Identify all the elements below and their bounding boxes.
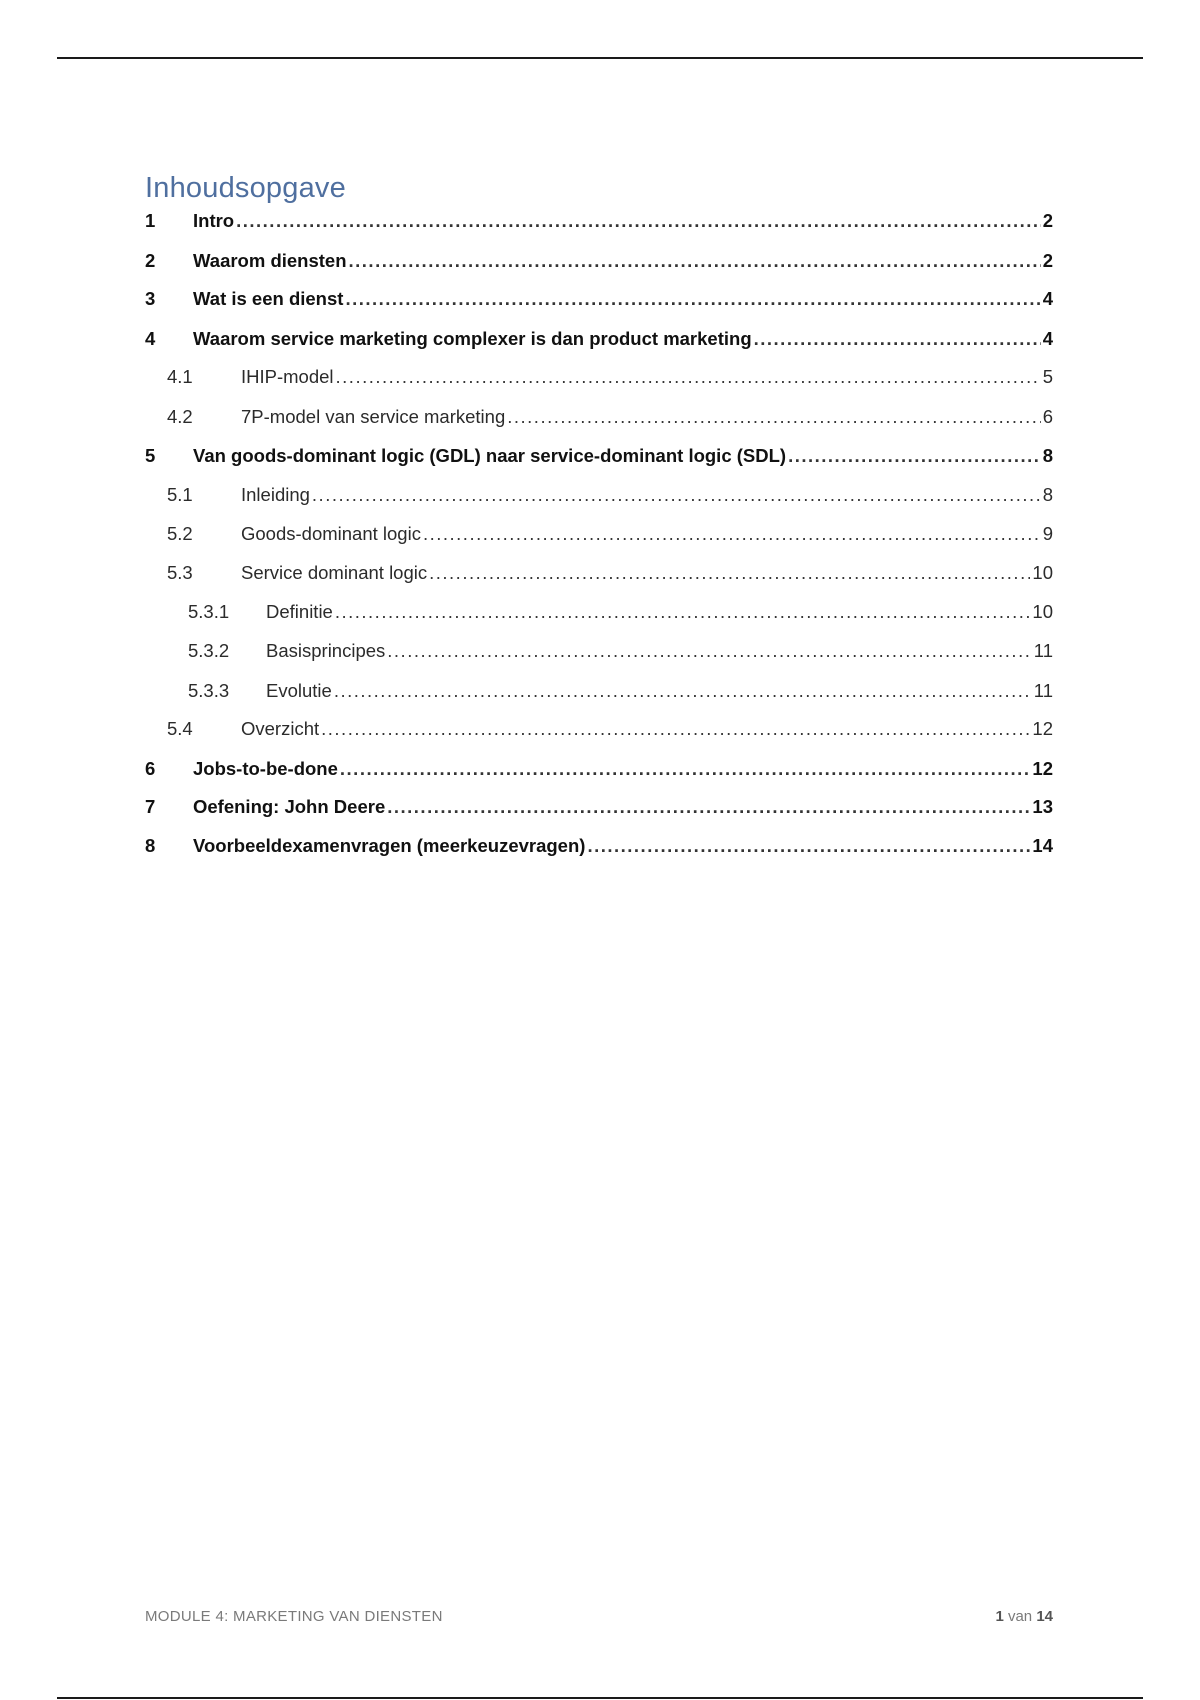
toc-entry-5[interactable] (145, 445, 1053, 471)
toc-entry-1[interactable] (145, 210, 1053, 236)
toc-entry-3[interactable] (145, 288, 1053, 314)
toc-leader-dots (349, 250, 1041, 272)
toc-entry-number: 5.3 (167, 562, 193, 583)
toc-entry-page: 10 (1032, 601, 1053, 622)
toc-entry-label: 7P-model van service marketing (241, 406, 506, 427)
toc-entry-number: 5.1 (167, 484, 193, 505)
toc-entry-7[interactable] (145, 796, 1053, 822)
toc-entry-page: 2 (1042, 210, 1053, 231)
toc-entry-label: Definitie (266, 601, 333, 622)
toc-entry-number: 5.3.3 (188, 680, 230, 701)
toc-entry-page: 11 (1033, 640, 1053, 661)
toc-entry-page: 2 (1042, 250, 1053, 271)
toc-entry-label: Overzicht (241, 718, 320, 739)
toc-leader-dots (345, 288, 1040, 310)
toc-entry-label: Inleiding (241, 484, 310, 505)
toc-entry-label: Waarom service marketing complexer is dan product marketing (193, 328, 752, 349)
toc-entry-label: Evolutie (266, 680, 332, 701)
toc-entry-label: Goods-dominant logic (241, 523, 421, 544)
toc-leader-dots (788, 445, 1041, 467)
toc-entry-label: Service dominant logic (241, 562, 428, 583)
toc-entry-number: 2 (145, 250, 156, 271)
toc-entry-page: 10 (1032, 562, 1053, 583)
toc-leader-dots (312, 484, 1041, 506)
toc-leader-dots (336, 366, 1041, 388)
toc-entry-page: 8 (1042, 445, 1053, 466)
toc-entry-label: Jobs-to-be-done (193, 758, 338, 779)
toc-entry-number: 5.3.2 (188, 640, 230, 661)
toc-entry-5-1[interactable] (145, 484, 1053, 510)
toc-entry-number: 1 (145, 210, 156, 231)
footer-page-total: 14 (1036, 1608, 1053, 1625)
footer-page-current: 1 (995, 1608, 1004, 1625)
toc-leader-dots (587, 835, 1030, 857)
toc-entry-4-1[interactable] (145, 366, 1053, 392)
toc-entry-label: Intro (193, 210, 235, 231)
footer-module-title: MODULE 4: MARKETING VAN DIENSTEN (145, 1608, 443, 1625)
toc-entry-4-2[interactable] (145, 406, 1053, 432)
toc-entry-5-4[interactable] (145, 718, 1053, 744)
toc-entry-page: 4 (1042, 288, 1053, 309)
toc-entry-page: 8 (1042, 484, 1053, 505)
toc-entry-page: 9 (1042, 523, 1053, 544)
toc-leader-dots (334, 680, 1032, 702)
toc-leader-dots (387, 640, 1032, 662)
toc-entry-label: Waarom diensten (193, 250, 347, 271)
toc-entry-number: 4.1 (167, 366, 193, 387)
footer-page-separator: van (1007, 1608, 1033, 1625)
toc-entry-number: 8 (145, 835, 156, 856)
toc-entry-4[interactable] (145, 328, 1053, 354)
toc-entry-2[interactable] (145, 250, 1053, 276)
toc-entry-number: 7 (145, 796, 156, 817)
toc-leader-dots (321, 718, 1030, 740)
toc-entry-8[interactable] (145, 835, 1053, 861)
toc-entry-label: Voorbeeldexamenvragen (meerkeuzevragen) (193, 835, 586, 856)
header-rule (57, 57, 1143, 59)
toc-entry-number: 4 (145, 328, 156, 349)
footer-rule (57, 1697, 1143, 1699)
toc-entry-number: 5.4 (167, 718, 193, 739)
toc-entry-5-3-2[interactable] (145, 640, 1053, 666)
toc-entry-label: Basisprincipes (266, 640, 386, 661)
toc-leader-dots (387, 796, 1030, 818)
toc-title: Inhoudsopgave (145, 172, 346, 204)
toc-entry-page: 4 (1042, 328, 1053, 349)
toc-entry-5-3[interactable] (145, 562, 1053, 588)
toc-entry-label: Wat is een dienst (193, 288, 344, 309)
toc-entry-6[interactable] (145, 758, 1053, 784)
toc-entry-page: 5 (1042, 366, 1053, 387)
toc-leader-dots (507, 406, 1040, 428)
toc-entry-number: 4.2 (167, 406, 193, 427)
toc-entry-page: 14 (1032, 835, 1053, 856)
toc-entry-label: Oefening: John Deere (193, 796, 386, 817)
toc-entry-page: 11 (1033, 680, 1053, 701)
toc-leader-dots (423, 523, 1041, 545)
toc-entry-number: 6 (145, 758, 156, 779)
toc-entry-page: 12 (1032, 718, 1053, 739)
toc-entry-number: 5.3.1 (188, 601, 230, 622)
toc-leader-dots (429, 562, 1030, 584)
toc-leader-dots (335, 601, 1031, 623)
toc-leader-dots (754, 328, 1041, 350)
toc-entry-page: 12 (1032, 758, 1053, 779)
toc-entry-number: 5 (145, 445, 156, 466)
toc-entry-5-3-3[interactable] (145, 680, 1053, 706)
footer-page-number (940, 1608, 1053, 1625)
toc-entry-label: Van goods-dominant logic (GDL) naar service-dominant logic (SDL) (193, 445, 787, 466)
toc-entry-label: IHIP-model (241, 366, 334, 387)
toc-entry-5-2[interactable] (145, 523, 1053, 549)
toc-leader-dots (340, 758, 1031, 780)
toc-entry-number: 5.2 (167, 523, 193, 544)
toc-entry-page: 6 (1042, 406, 1053, 427)
toc-leader-dots (236, 210, 1041, 232)
toc-entry-number: 3 (145, 288, 156, 309)
toc-entry-5-3-1[interactable] (145, 601, 1053, 627)
toc-entry-page: 13 (1032, 796, 1053, 817)
